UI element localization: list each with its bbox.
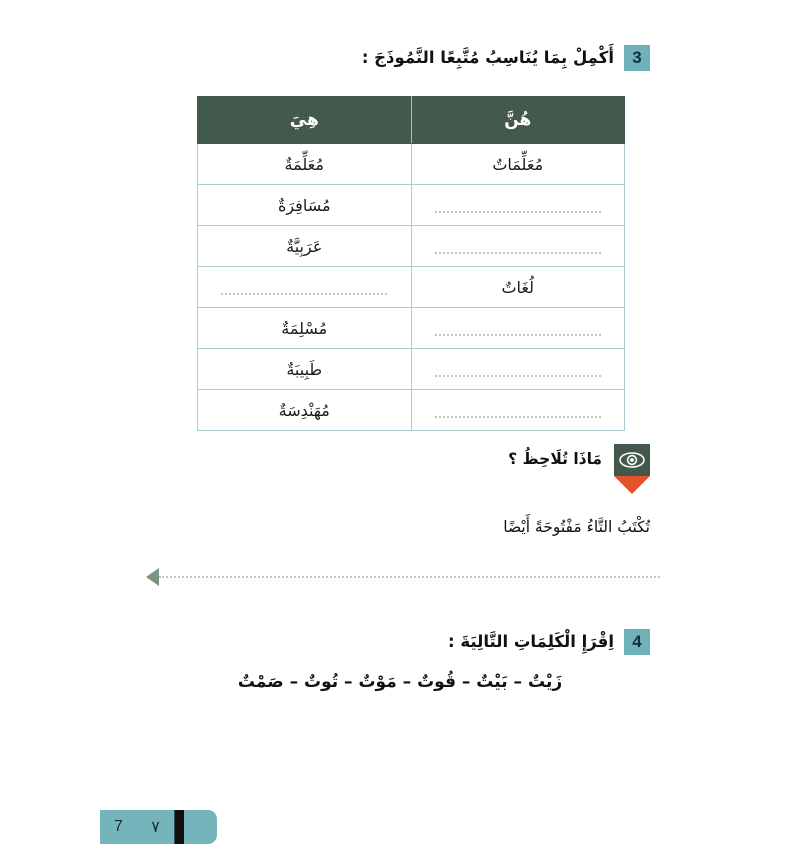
dotted-blank: [435, 210, 601, 213]
cell-hiya: مُسْلِمَةٌ: [198, 308, 412, 349]
table-header-hiya: هِيَ: [198, 97, 412, 144]
table-row: [198, 267, 625, 308]
writing-line-row: [136, 568, 660, 586]
cell-hiya: مُسَافِرَةٌ: [198, 185, 412, 226]
dotted-writing-line[interactable]: [159, 575, 660, 578]
model-table: [197, 96, 625, 431]
cell-hiya: عَرَبِيَّةٌ: [198, 226, 412, 267]
cell-hunna-blank[interactable]: [411, 185, 625, 226]
dotted-blank: [435, 333, 601, 336]
table-header-hunna: هُنَّ: [411, 97, 625, 144]
observation-question: مَاذَا تُلَاحِظُ ؟: [508, 450, 602, 468]
table-row: [198, 308, 625, 349]
table-row: [198, 390, 625, 431]
exercise-4-heading: [448, 628, 650, 656]
exercise-4-number-badge: 4: [624, 629, 650, 655]
cell-hunna-blank[interactable]: [411, 390, 625, 431]
dotted-blank: [435, 415, 601, 418]
cell-hunna-blank[interactable]: [411, 308, 625, 349]
exercise-4-instruction: اِقْرَإِ الْكَلِمَاتِ التَّالِيَةَ :: [448, 632, 614, 651]
page-number-arabic: ٧: [137, 810, 175, 844]
dotted-blank: [435, 251, 601, 254]
cell-hiya-blank[interactable]: [198, 267, 412, 308]
cell-hunna: مُعَلِّمَاتٌ: [411, 144, 625, 185]
exercise-4-word-list: زَيْتٌ – بَيْتٌ – قُوتٌ – مَوْتٌ – تُوتٌ – صَمْتٌ: [237, 672, 563, 692]
observation-badge: [614, 444, 650, 494]
cell-hunna-blank[interactable]: [411, 349, 625, 390]
observation-answer: تُكْتَبُ التَّاءُ مَفْتُوحَةً أَيْضًا: [503, 518, 650, 536]
table-row: [198, 226, 625, 267]
page-footer-badge: [100, 810, 217, 844]
cell-hunna: لُغَاتٌ: [411, 267, 625, 308]
exercise-3-instruction: أَكْمِلْ بِمَا يُنَاسِبُ مُتَّبِعًا النَّمُوذَجَ :: [361, 48, 614, 67]
table-body: [198, 144, 625, 431]
badge-spacer: [184, 810, 217, 844]
exercise-3-heading: [362, 44, 650, 72]
eye-icon: [614, 444, 650, 476]
table-header-row: [198, 97, 625, 144]
table-row: [198, 144, 625, 185]
triangle-down-icon: [614, 476, 650, 494]
triangle-left-icon: [146, 568, 159, 586]
table-row: [198, 349, 625, 390]
cell-hiya: طَبِيبَةٌ: [198, 349, 412, 390]
cell-hiya: مُهَنْدِسَةٌ: [198, 390, 412, 431]
badge-black-stripe: [175, 810, 184, 844]
cell-hunna-blank[interactable]: [411, 226, 625, 267]
table-header: [198, 97, 625, 144]
dotted-blank: [221, 292, 387, 295]
observation-block: [508, 444, 650, 494]
cell-hiya: مُعَلِّمَةٌ: [198, 144, 412, 185]
page-number-latin: 7: [114, 818, 123, 835]
exercise-3-number-badge: 3: [624, 45, 650, 71]
table-row: [198, 185, 625, 226]
dotted-blank: [435, 374, 601, 377]
